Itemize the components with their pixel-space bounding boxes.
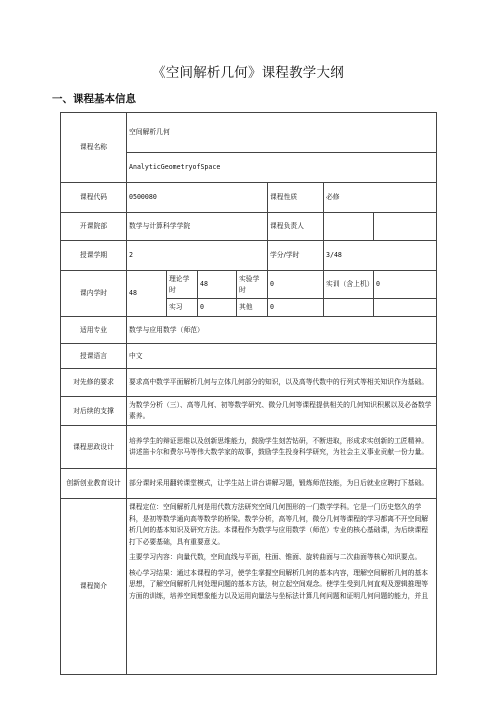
ideology-label: 课程思政设计 <box>61 426 127 469</box>
prereq: 要求高中数学平面解析几何与立体几何部分的知识，以及高等代数中的行列式等相关知识作为基础。 <box>127 369 437 397</box>
innovation: 部分课时采用翻转课堂模式，让学生站上讲台讲解习题，锻炼师范技能，为日后就业应聘打下基础。 <box>127 469 437 499</box>
hours-empty-a <box>324 299 374 317</box>
course-code-label: 课程代码 <box>61 183 127 213</box>
course-leader <box>324 213 374 241</box>
course-name-label: 课程名称 <box>61 113 127 183</box>
practice-hours: 0 <box>198 299 237 317</box>
theory-hours: 48 <box>198 271 237 299</box>
intro <box>127 499 437 675</box>
course-info-table <box>60 112 437 675</box>
ideology: 培养学生的辩证思维以及创新思维能力，鼓励学生刻苦钻研，不断进取，形成求实创新的工匠精神。讲述笛卡尔和费尔马等伟大数学家的故事，鼓励学生投身科学研究，为社会主义事业贡献一份力量。 <box>127 426 437 469</box>
course-nature: 必修 <box>324 183 437 213</box>
course-name-en: AnalyticGeometryofSpace <box>127 153 437 183</box>
intro-positioning: 课程定位：空间解析几何是用代数方法研究空间几何图形的一门数学学科。它是一门历史悠久的学科，是初等数学通向高等数学的桥梁。数学分析，高等几何，微分几何等课程的学习都离不开空间解析几何的基本知识及研究方法。本课程作为数学与应用数学（师范）专业的核心基础课，为后续课程打下必要基础，具有重要意义。 <box>129 503 429 546</box>
course-nature-label: 课程性质 <box>268 183 324 213</box>
intro-content: 主要学习内容：向量代数，空间直线与平面，柱面、锥面、旋转曲面与二次曲面等核心知识要点。 <box>129 553 422 561</box>
prereq-label: 对先修的要求 <box>61 369 127 397</box>
course-leader-extra <box>374 213 437 241</box>
term-label: 授课学期 <box>61 241 127 271</box>
practice-hours-label: 实习 <box>167 299 198 317</box>
hours-total: 48 <box>127 271 167 317</box>
course-code: 0500080 <box>127 183 268 213</box>
course-leader-label: 课程负责人 <box>268 213 324 241</box>
training-hours: 0 <box>374 271 437 299</box>
other-hours: 0 <box>268 299 324 317</box>
credits: 3/48 <box>324 241 437 271</box>
intro-label: 课程简介 <box>61 499 127 675</box>
intro-outcomes: 核心学习结果：通过本课程的学习，使学生掌握空间解析几何的基本内容，理解空间解析几何的基本思想，了解空间解析几何处理问题的基本方法，树立起空间观念。使学生受到几何直观及逻辑推理等方面的训练，培养空间想象能力以及运用向量法与坐标法计算几何问题和证明几何问题的能力，并且 <box>129 568 429 600</box>
section-heading: 一、课程基本信息 <box>52 93 136 105</box>
support-label: 对后续的支撑 <box>61 397 127 426</box>
major: 数学与应用数学（师范） <box>127 317 437 344</box>
course-name-cn: 空间解析几何 <box>127 113 437 153</box>
lab-hours-label: 实验学时 <box>237 271 268 299</box>
language: 中文 <box>127 344 437 369</box>
language-label: 授课语言 <box>61 344 127 369</box>
theory-hours-label: 理论学时 <box>167 271 198 299</box>
credits-label: 学分/学时 <box>268 241 324 271</box>
department-label: 开课院部 <box>61 213 127 241</box>
lab-hours: 0 <box>268 271 324 299</box>
hours-label: 课内学时 <box>61 271 127 317</box>
support: 为数学分析（三）、高等几何、初等数学研究、微分几何等课程提供相关的几何知识积累以及必备数学素养。 <box>127 397 437 426</box>
innovation-label: 创新创业教育设计 <box>61 469 127 499</box>
training-hours-label: 实训（含上机） <box>324 271 374 299</box>
other-hours-label: 其他 <box>237 299 268 317</box>
hours-empty-b <box>374 299 437 317</box>
major-label: 适用专业 <box>61 317 127 344</box>
term: 2 <box>127 241 268 271</box>
document-title: 《空间解析几何》课程教学大纲 <box>152 65 344 81</box>
department: 数学与计算科学学院 <box>127 213 268 241</box>
